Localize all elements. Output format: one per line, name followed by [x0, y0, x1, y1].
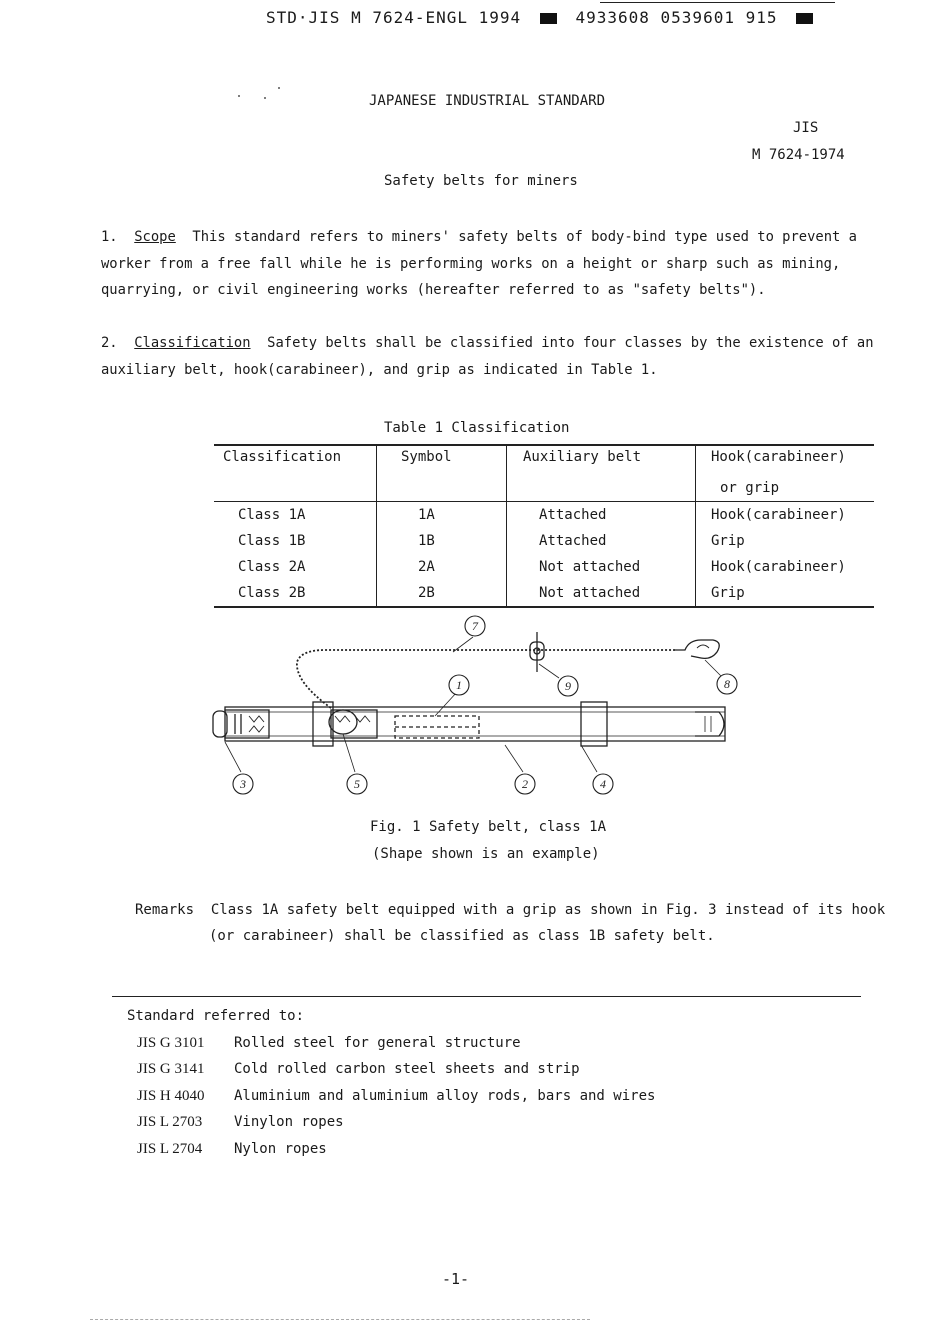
section-number: 2. [101, 335, 118, 351]
table-cell: Class 2A [214, 554, 377, 580]
remarks-label: Remarks [135, 902, 195, 918]
references-block [127, 1003, 655, 1163]
reference-text: Rolled steel for general structure [234, 1034, 521, 1051]
remarks-line: (or carabineer) shall be classified as class 1B safety belt. [209, 928, 715, 944]
table-cell: 1A [377, 502, 507, 529]
callout-1: 1 [456, 678, 462, 692]
table-header-cell: Symbol [377, 445, 507, 475]
reference-text: Vinylon ropes [234, 1114, 344, 1131]
reference-text: Nylon ropes [234, 1140, 327, 1157]
table-cell: Class 2B [214, 580, 377, 607]
table-cell: 1B [377, 528, 507, 554]
remarks-line: Class 1A safety belt equipped with a grip as shown in Fig. 3 instead of its hook [210, 902, 886, 918]
reference-text: Cold rolled carbon steel sheets and strip [234, 1061, 580, 1078]
page-number: -1- [442, 1270, 470, 1288]
table-row [214, 554, 874, 580]
callout-4: 4 [600, 777, 606, 791]
callout-8: 8 [724, 677, 730, 691]
table-header-row [214, 475, 874, 502]
reference-item [127, 1083, 655, 1110]
document-title: Safety belts for miners [384, 173, 578, 189]
scan-speck [278, 87, 280, 89]
table-header-cell: Hook(carabineer) [696, 445, 875, 475]
figure-note: (Shape shown is an example) [372, 846, 600, 862]
references-title: Standard referred to: [127, 1008, 305, 1024]
standard-title: JAPANESE INDUSTRIAL STANDARD [369, 93, 606, 109]
paragraph-line: Safety belts shall be classified into four classes by the existence of an [267, 335, 874, 351]
black-block-mark [796, 13, 813, 24]
section-heading: Scope [134, 229, 176, 245]
reference-code: JIS H 4040 [137, 1087, 205, 1104]
callout-2: 2 [522, 777, 528, 791]
reference-code: JIS G 3101 [137, 1034, 205, 1051]
belt-keeper [581, 702, 607, 746]
belt-keeper [313, 702, 333, 746]
section-classification [101, 330, 874, 383]
callout-3: 3 [240, 777, 246, 791]
classification-table [214, 444, 874, 608]
reference-text: Aluminium and aluminium alloy rods, bars and wires [234, 1087, 656, 1104]
table-caption: Table 1 Classification [384, 420, 570, 436]
reference-item [127, 1030, 655, 1057]
reference-code: JIS L 2704 [137, 1140, 203, 1157]
document-code: STD·JIS M 7624-ENGL 1994 [266, 8, 522, 27]
table-row [214, 502, 874, 529]
section-number: 1. [101, 229, 118, 245]
table-cell: Class 1B [214, 528, 377, 554]
black-block-mark [540, 13, 557, 24]
scan-speck [264, 97, 266, 99]
table-cell: Hook(carabineer) [711, 559, 846, 575]
paragraph-line: This standard refers to miners' safety belts of body-bind type used to prevent a [192, 229, 857, 245]
reference-item [127, 1109, 655, 1136]
table-cell: Not attached [507, 580, 696, 607]
belt-tip [695, 712, 724, 736]
table-cell: Not attached [507, 554, 696, 580]
reference-code: JIS L 2703 [137, 1114, 203, 1131]
table-header-cell: or grip [720, 480, 780, 496]
figure-caption: Fig. 1 Safety belt, class 1A [370, 819, 607, 835]
table-cell: Hook(carabineer) [696, 502, 875, 529]
reference-item [127, 1136, 655, 1163]
table-cell: Class 1A [214, 502, 377, 529]
scan-speck [238, 95, 240, 97]
table-header-row [214, 445, 874, 475]
section-scope [101, 224, 871, 304]
callout-5: 5 [354, 777, 360, 791]
table-cell: Attached [507, 528, 696, 554]
table-header-cell: Auxiliary belt [507, 445, 696, 475]
paragraph-line: auxiliary belt, hook(carabineer), and grip as indicated in Table 1. [101, 361, 658, 378]
document-serial: 4933608 0539601 915 [575, 8, 778, 27]
table-cell: Attached [507, 502, 696, 529]
paragraph-line: quarrying, or civil engineering works (hereafter referred to as "safety belts"). [101, 282, 766, 298]
table-cell: Grip [696, 580, 875, 607]
reference-item [127, 1056, 655, 1083]
callout-9: 9 [565, 679, 571, 693]
scan-edge-dashes [90, 1319, 590, 1320]
paragraph-line: worker from a free fall while he is performing works on a height or sharp such as mining, [101, 255, 841, 272]
header-rule [600, 2, 835, 3]
reference-divider [112, 996, 861, 997]
jis-label: JIS [793, 120, 819, 136]
table-header-cell: Classification [214, 445, 377, 475]
table-row [214, 580, 874, 607]
reference-code: JIS G 3141 [137, 1061, 205, 1078]
section-heading: Classification [134, 335, 251, 351]
callout-7: 7 [472, 619, 478, 633]
jis-number: M 7624-1974 [752, 147, 845, 163]
safety-belt-figure [205, 612, 750, 802]
table-cell: 2A [377, 554, 507, 580]
table-cell: 2B [377, 580, 507, 607]
auxiliary-rope [297, 650, 675, 708]
hook-carabineer [675, 640, 719, 658]
buckle-frame [225, 710, 269, 738]
table-row [214, 528, 874, 554]
table-cell: Grip [711, 533, 745, 549]
document-code-header [266, 8, 821, 27]
remarks-block [135, 897, 885, 949]
